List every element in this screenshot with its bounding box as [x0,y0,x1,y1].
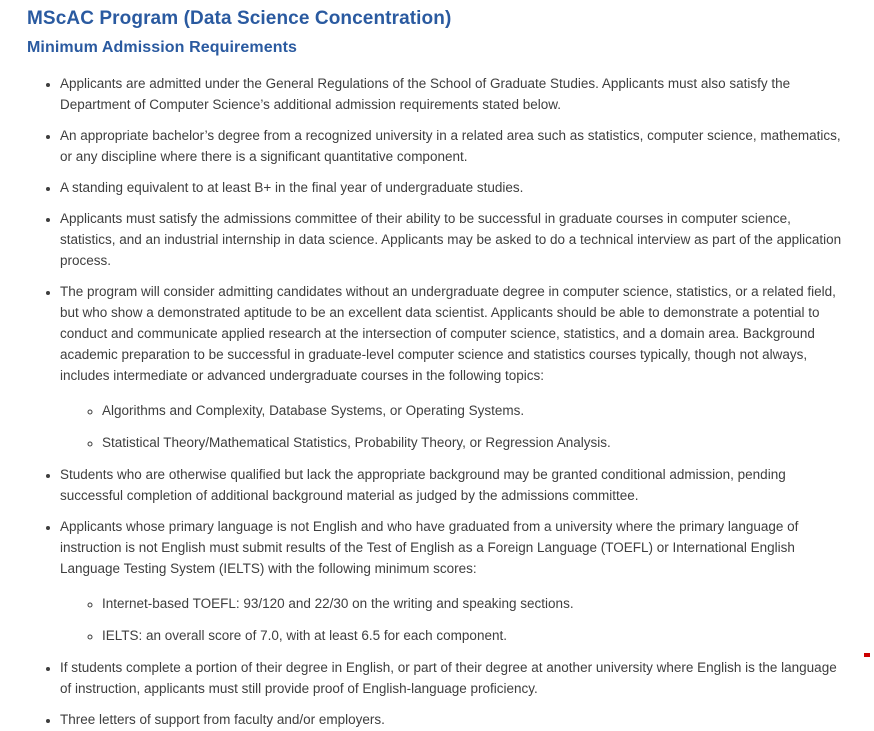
sub-requirement-text: Internet-based TOEFL: 93/120 and 22/30 on the writing and speaking sections. [102,596,574,611]
requirement-item [60,125,850,167]
requirement-text: Applicants must satisfy the admissions committee of their ability to be successful in graduate courses in computer science, statistics, and an industrial internship in data science. Applicants may be asked to do a technical interview as part of the application process. [60,211,842,268]
requirements-list [27,73,874,730]
sub-requirement-item [102,432,850,453]
requirement-item [60,281,850,453]
requirement-item [60,208,850,271]
sub-requirement-item [102,625,850,646]
sub-requirement-text: IELTS: an overall score of 7.0, with at least 6.5 for each component. [102,628,507,643]
requirement-item [60,464,850,506]
page-title: MScAC Program (Data Science Concentration) [27,8,452,29]
requirement-text: An appropriate bachelor’s degree from a recognized university in a related area such as statistics, computer science, mathematics, or any discipline where there is a significant quantitative component. [60,128,841,164]
requirement-text: If students complete a portion of their degree in English, or part of their degree at another university where English is the language of instruction, applicants must still provide proof of English-language proficiency. [60,660,837,696]
requirement-item [60,516,850,646]
corner-artifact-mark [864,653,870,657]
sub-requirement-item [102,400,850,421]
sub-requirements-list [60,400,850,453]
requirement-item [60,657,850,699]
sub-requirement-item [102,593,850,614]
requirement-text: Students who are otherwise qualified but lack the appropriate background may be granted conditional admission, pending successful completion of additional background material as judged by the admissions committee. [60,467,786,503]
requirement-item [60,709,850,730]
sub-requirement-text: Algorithms and Complexity, Database Systems, or Operating Systems. [102,403,525,418]
requirement-text: Three letters of support from faculty and/or employers. [60,712,385,727]
requirement-item [60,177,850,198]
section-heading: Minimum Admission Requirements [27,39,297,56]
requirement-text: A standing equivalent to at least B+ in the final year of undergraduate studies. [60,180,524,195]
requirement-text: Applicants whose primary language is not English and who have graduated from a university where the primary language of instruction is not English must submit results of the Test of English as a Foreign Language (TOEFL) or International English Language Testing System (IELTS) with the following minimum scores: [60,519,799,576]
sub-requirement-text: Statistical Theory/Mathematical Statistics, Probability Theory, or Regression Analysis. [102,435,611,450]
requirement-text: Applicants are admitted under the General Regulations of the School of Graduate Studies. Applicants must also satisfy the Department of Computer Science’s additional admission requirements stated below. [60,76,791,112]
requirement-item [60,73,850,115]
requirement-text: The program will consider admitting candidates without an undergraduate degree in computer science, statistics, or a related field, but who show a demonstrated aptitude to be an excellent data scientist. Applicants should be able to demonstrate a potential to conduct and communicate applied research at the intersection of computer science, statistics, and a domain area. Background academic preparation to be successful in graduate-level computer science and statistics courses typically, though not always, includes intermediate or advanced undergraduate courses in the following topics: [60,284,836,383]
sub-requirements-list [60,593,850,646]
